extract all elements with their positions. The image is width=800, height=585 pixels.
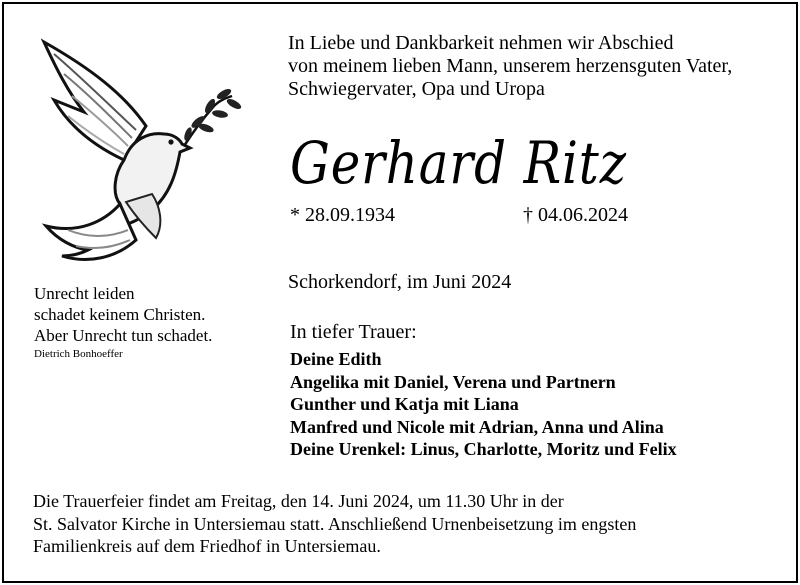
dove-icon xyxy=(28,34,250,264)
intro-line: Schwiegervater, Opa und Uropa xyxy=(288,78,545,100)
birth-date: * 28.09.1934 xyxy=(290,204,395,226)
death-date: † 04.06.2024 xyxy=(523,204,628,226)
quote-line: Aber Unrecht tun schadet. xyxy=(34,326,213,345)
quote-line: schadet keinem Christen. xyxy=(34,305,206,324)
mourner-line: Deine Urenkel: Linus, Charlotte, Moritz und Felix xyxy=(290,439,677,459)
mourner-line: Deine Edith xyxy=(290,349,382,369)
quote-line: Unrecht leiden xyxy=(34,284,135,303)
intro-line: von meinem lieben Mann, unserem herzensguten Vater, xyxy=(288,55,733,77)
place-date: Schorkendorf, im Juni 2024 xyxy=(288,271,512,293)
service-info xyxy=(33,490,773,558)
deceased-name: Gerhard Ritz xyxy=(290,129,627,197)
mourning-label: In tiefer Trauer: xyxy=(290,321,417,343)
mourner-line: Manfred und Nicole mit Adrian, Anna und Alina xyxy=(290,416,664,437)
quote-author: Dietrich Bonhoeffer xyxy=(34,348,123,360)
mourners-list xyxy=(290,348,677,461)
intro-text xyxy=(288,32,778,101)
mourner-line: Angelika mit Daniel, Verena und Partnern xyxy=(290,371,616,392)
intro-line: In Liebe und Dankbarkeit nehmen wir Abschied xyxy=(288,32,674,54)
service-line: Die Trauerfeier findet am Freitag, den 14. Juni 2024, um 11.30 Uhr in der xyxy=(33,491,564,511)
quote xyxy=(34,283,274,346)
mourner-line: Gunther und Katja mit Liana xyxy=(290,394,519,414)
service-line: St. Salvator Kirche in Untersiemau statt. Anschließend Urnenbeisetzung im engsten xyxy=(33,513,637,534)
service-line: Familienkreis auf dem Friedhof in Untersiemau. xyxy=(33,536,381,556)
